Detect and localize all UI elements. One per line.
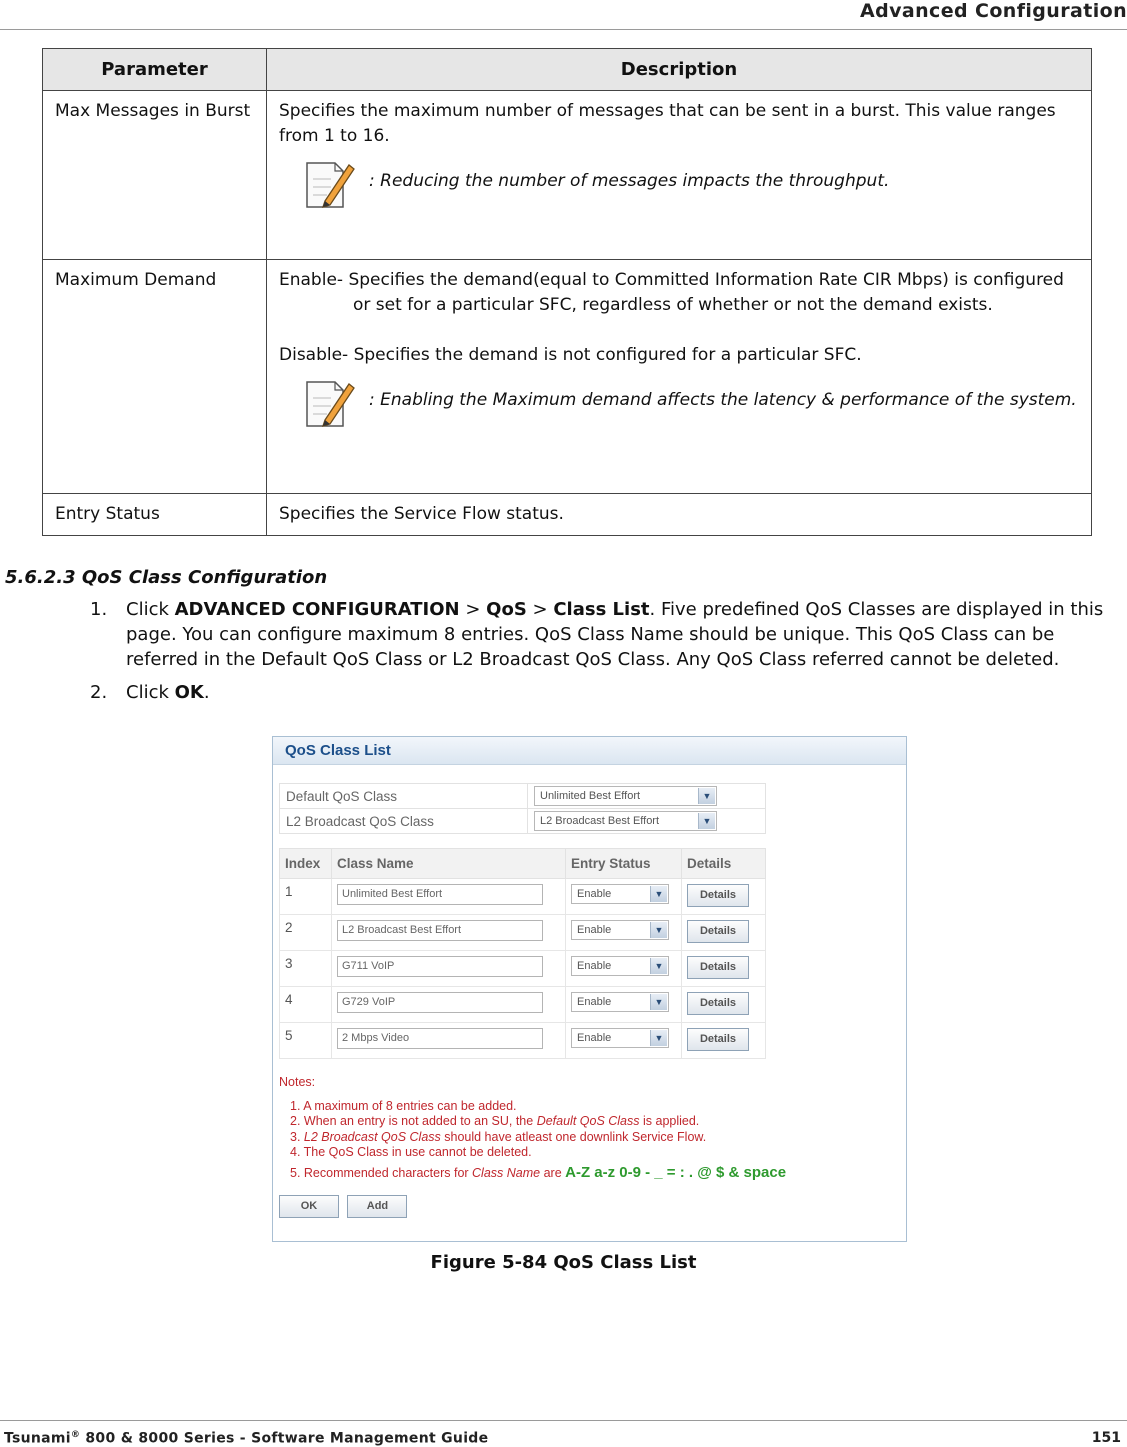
step-text: . Five predefined QoS Classes are displayed in this page. You can configure maximum 8 entries. QoS Class Name should be unique. This QoS Class can be referred in the Default QoS Class or L2 Broadcast QoS Class. Any QoS Class referred cannot be deleted. bbox=[126, 599, 1104, 670]
l2-broadcast-qos-class-select[interactable] bbox=[534, 811, 717, 831]
details-button[interactable]: Details bbox=[687, 920, 749, 943]
class-name-input[interactable]: Unlimited Best Effort bbox=[337, 884, 543, 905]
step-number: 1. bbox=[90, 599, 108, 620]
menu-path-class-list: Class List bbox=[553, 599, 650, 620]
note-text: : Reducing the number of messages impacts the throughput. bbox=[369, 171, 890, 191]
notes-title: Notes: bbox=[279, 1075, 316, 1089]
entry-status-select[interactable] bbox=[571, 992, 669, 1012]
note bbox=[279, 388, 1079, 444]
column-header-entry-status: Entry Status bbox=[566, 849, 682, 879]
row-index: 1 bbox=[280, 879, 332, 915]
entry-status-select[interactable] bbox=[571, 884, 669, 904]
menu-path-qos: QoS bbox=[486, 599, 527, 620]
step bbox=[90, 680, 1127, 705]
class-name-input[interactable]: G711 VoIP bbox=[337, 956, 543, 977]
panel-title: QoS Class List bbox=[273, 737, 906, 765]
table-row bbox=[43, 494, 1092, 536]
note-item: 5. Recommended characters for Class Name are A-Z a-z 0-9 - _ = : . @ $ & space bbox=[290, 1163, 787, 1181]
page-number: 151 bbox=[1091, 1430, 1121, 1446]
table-row bbox=[280, 951, 766, 987]
details-button[interactable]: Details bbox=[687, 1028, 749, 1051]
footer-guide-title: Tsunami® 800 & 8000 Series - Software Management Guide bbox=[4, 1430, 489, 1447]
description-text: Specifies the maximum number of messages that can be sent in a burst. This value ranges from 1 to 16. bbox=[279, 101, 1056, 146]
table-row bbox=[280, 879, 766, 915]
row-index: 2 bbox=[280, 915, 332, 951]
default-classes-table bbox=[279, 783, 766, 834]
note-item: 1. A maximum of 8 entries can be added. bbox=[290, 1098, 517, 1113]
table-row bbox=[280, 784, 766, 809]
step-text: Click bbox=[126, 682, 175, 703]
step-text: . bbox=[203, 682, 210, 703]
path-separator: > bbox=[459, 599, 487, 620]
row-index: 4 bbox=[280, 987, 332, 1023]
note-item: 2. When an entry is not added to an SU, the Default QoS Class is applied. bbox=[290, 1114, 700, 1129]
table-row bbox=[43, 91, 1092, 260]
select-value: Enable bbox=[577, 888, 612, 900]
table-row bbox=[43, 260, 1092, 494]
description-cell: Specifies the Service Flow status. bbox=[267, 494, 1092, 536]
column-header-class-name: Class Name bbox=[332, 849, 566, 879]
step bbox=[90, 597, 1127, 672]
chevron-down-icon: ▼ bbox=[698, 788, 715, 804]
parameter-table bbox=[42, 48, 1092, 536]
class-name-input[interactable]: G729 VoIP bbox=[337, 992, 543, 1013]
column-header-index: Index bbox=[280, 849, 332, 879]
step-text: Click bbox=[126, 599, 175, 620]
description-text: Enable- Specifies the demand(equal to Committed Information Rate CIR Mbps) is configured or set for a particular SFC, regardless of whether or not the demand exists. bbox=[279, 270, 1064, 315]
details-button[interactable]: Details bbox=[687, 956, 749, 979]
select-value: Enable bbox=[577, 1032, 612, 1044]
note-item: 3. L2 Broadcast QoS Class should have atleast one downlink Service Flow. bbox=[290, 1129, 707, 1144]
row-index: 5 bbox=[280, 1023, 332, 1059]
section-heading: 5.6.2.3 QoS Class Configuration bbox=[5, 567, 328, 588]
select-value: Unlimited Best Effort bbox=[540, 790, 641, 802]
entry-status-select[interactable] bbox=[571, 1028, 669, 1048]
default-qos-class-select[interactable] bbox=[534, 786, 717, 806]
select-value: Enable bbox=[577, 996, 612, 1008]
note-pencil-icon bbox=[301, 376, 357, 432]
parameter-cell: Entry Status bbox=[43, 494, 267, 536]
description-cell bbox=[267, 91, 1092, 260]
path-separator: > bbox=[526, 599, 554, 620]
table-row bbox=[280, 987, 766, 1023]
page-footer bbox=[0, 1420, 1127, 1447]
chevron-down-icon: ▼ bbox=[650, 922, 667, 938]
l2-broadcast-qos-class-label: L2 Broadcast QoS Class bbox=[280, 809, 528, 834]
menu-path-advanced-configuration: ADVANCED CONFIGURATION bbox=[174, 599, 460, 620]
ok-button[interactable]: OK bbox=[279, 1195, 339, 1218]
ok-reference: OK bbox=[174, 682, 204, 703]
entry-status-select[interactable] bbox=[571, 920, 669, 940]
details-button[interactable]: Details bbox=[687, 884, 749, 907]
add-button[interactable]: Add bbox=[347, 1195, 407, 1218]
notes-list bbox=[279, 1099, 786, 1182]
page-header-title: Advanced Configuration bbox=[860, 0, 1127, 22]
note bbox=[279, 169, 1079, 225]
qos-class-list-screenshot bbox=[272, 736, 907, 1242]
parameter-cell: Maximum Demand bbox=[43, 260, 267, 494]
chevron-down-icon: ▼ bbox=[698, 813, 715, 829]
chevron-down-icon: ▼ bbox=[650, 886, 667, 902]
table-row bbox=[280, 809, 766, 834]
column-header-details: Details bbox=[682, 849, 766, 879]
class-name-input[interactable]: L2 Broadcast Best Effort bbox=[337, 920, 543, 941]
note-pencil-icon bbox=[301, 157, 357, 213]
notes bbox=[279, 1075, 786, 1182]
class-name-input[interactable]: 2 Mbps Video bbox=[337, 1028, 543, 1049]
description-text: Disable- Specifies the demand is not configured for a particular SFC. bbox=[279, 345, 862, 365]
step-number: 2. bbox=[90, 682, 108, 703]
entry-status-select[interactable] bbox=[571, 956, 669, 976]
table-row bbox=[280, 1023, 766, 1059]
row-index: 3 bbox=[280, 951, 332, 987]
table-row bbox=[280, 915, 766, 951]
form-actions bbox=[279, 1195, 407, 1218]
select-value: Enable bbox=[577, 960, 612, 972]
chevron-down-icon: ▼ bbox=[650, 994, 667, 1010]
description-cell bbox=[267, 260, 1092, 494]
chevron-down-icon: ▼ bbox=[650, 958, 667, 974]
note-text: : Enabling the Maximum demand affects the latency & performance of the system. bbox=[369, 390, 1077, 410]
select-value: L2 Broadcast Best Effort bbox=[540, 815, 660, 827]
procedure-steps bbox=[90, 597, 1127, 705]
allowed-characters: A-Z a-z 0-9 - _ = : . @ $ & space bbox=[565, 1163, 787, 1181]
column-header-parameter: Parameter bbox=[43, 49, 267, 91]
chevron-down-icon: ▼ bbox=[650, 1030, 667, 1046]
page-header bbox=[0, 0, 1127, 30]
select-value: Enable bbox=[577, 924, 612, 936]
figure-caption: Figure 5-84 QoS Class List bbox=[430, 1252, 697, 1273]
qos-class-table bbox=[279, 848, 766, 1059]
parameter-cell: Max Messages in Burst bbox=[43, 91, 267, 260]
details-button[interactable]: Details bbox=[687, 992, 749, 1015]
note-item: 4. The QoS Class in use cannot be deleted. bbox=[290, 1145, 532, 1160]
column-header-description: Description bbox=[267, 49, 1092, 91]
default-qos-class-label: Default QoS Class bbox=[280, 784, 528, 809]
